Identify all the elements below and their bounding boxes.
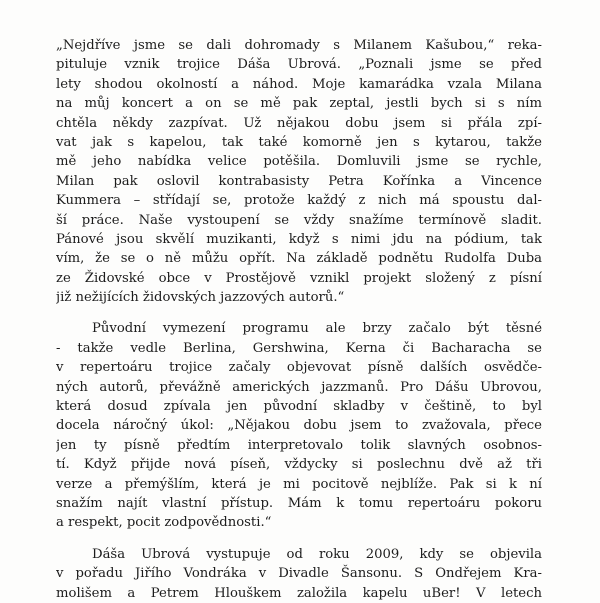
- text-line: která dosud zpívala jen původní skladby v češtině, to byl: [56, 399, 542, 415]
- text-line: lety shodou okolností a náhod. Moje kamarádka vzala Milana: [56, 76, 542, 92]
- text-line: Milan pak oslovil kontrabasisty Petra Kořínka a Vincence: [56, 173, 542, 189]
- text-line: Pánové jsou skvělí muzikanti, když s nimi jdu na pódium, tak: [56, 231, 542, 247]
- text-line: ší práce. Naše vystoupení se vždy snažíme termínově sladit.: [56, 212, 542, 228]
- text-line: molišem a Petrem Hlouškem založila kapelu uBer! V letech: [56, 585, 542, 601]
- text-line: „Nejdříve jsme se dali dohromady s Milanem Kašubou,“ reka-: [56, 38, 542, 53]
- text-line: a respekt, pocit zodpovědnosti.“: [56, 515, 272, 531]
- text-line: jen ty písně předtím interpretovalo tolik slavných osobnos-: [56, 437, 542, 453]
- text-line: v pořadu Jiřího Vondráka v Divadle Šansonu. S Ondřejem Kra-: [56, 566, 542, 582]
- text-line: vím, že se o ně můžu opřít. Na základě podnětu Rudolfa Duba: [56, 251, 542, 267]
- text-line: Dáša Ubrová vystupuje od roku 2009, kdy se objevila: [92, 546, 542, 562]
- text-line: ných autorů, převážně amerických jazzmanů. Pro Dášu Ubrovou,: [56, 379, 542, 395]
- text-line: v repertoáru trojice začaly objevovat písně dalších osvědče-: [56, 360, 542, 376]
- text-line: tí. Když přijde nová píseň, vždycky si poslechnu dvě až tři: [56, 457, 542, 473]
- text-line: na můj koncert a on se mě pak zeptal, jestli bych si s ním: [56, 96, 542, 112]
- paragraph-1: [56, 36, 542, 307]
- text-line: mě jeho nabídka velice potěšila. Domluvili jsme se rychle,: [56, 154, 542, 170]
- text-line: ze Židovské obce v Prostějově vznikl projekt složený z písní: [56, 270, 542, 286]
- text-line: již nežijících židovských jazzových autorů.“: [56, 290, 345, 306]
- text-line: snažím najít vlastní přístup. Mám k tomu repertoáru pokoru: [56, 495, 542, 511]
- text-line: vat jak s kapelou, tak také komorně jen s kytarou, takže: [56, 134, 542, 150]
- text-line: Původní vymezení programu ale brzy začalo být těsné: [92, 321, 542, 337]
- text-line: verze a přemýšlím, která je mi pocitově nejblíže. Pak si k ní: [56, 476, 542, 492]
- text-line: chtěla někdy zazpívat. Už nějakou dobu jsem si přála zpí-: [56, 115, 542, 131]
- text-line: - takže vedle Berlina, Gershwina, Kerna či Bacharacha se: [56, 340, 542, 356]
- paragraph-3: [56, 545, 542, 603]
- text-line: Kummera – střídají se, protože každý z nich má spoustu dal-: [56, 193, 542, 209]
- paragraph-2: [56, 319, 542, 532]
- text-line: docela náročný úkol: „Nějakou dobu jsem to zvažovala, přece: [56, 418, 542, 434]
- text-line: pituluje vznik trojice Dáša Ubrová. „Poznali jsme se před: [56, 57, 542, 73]
